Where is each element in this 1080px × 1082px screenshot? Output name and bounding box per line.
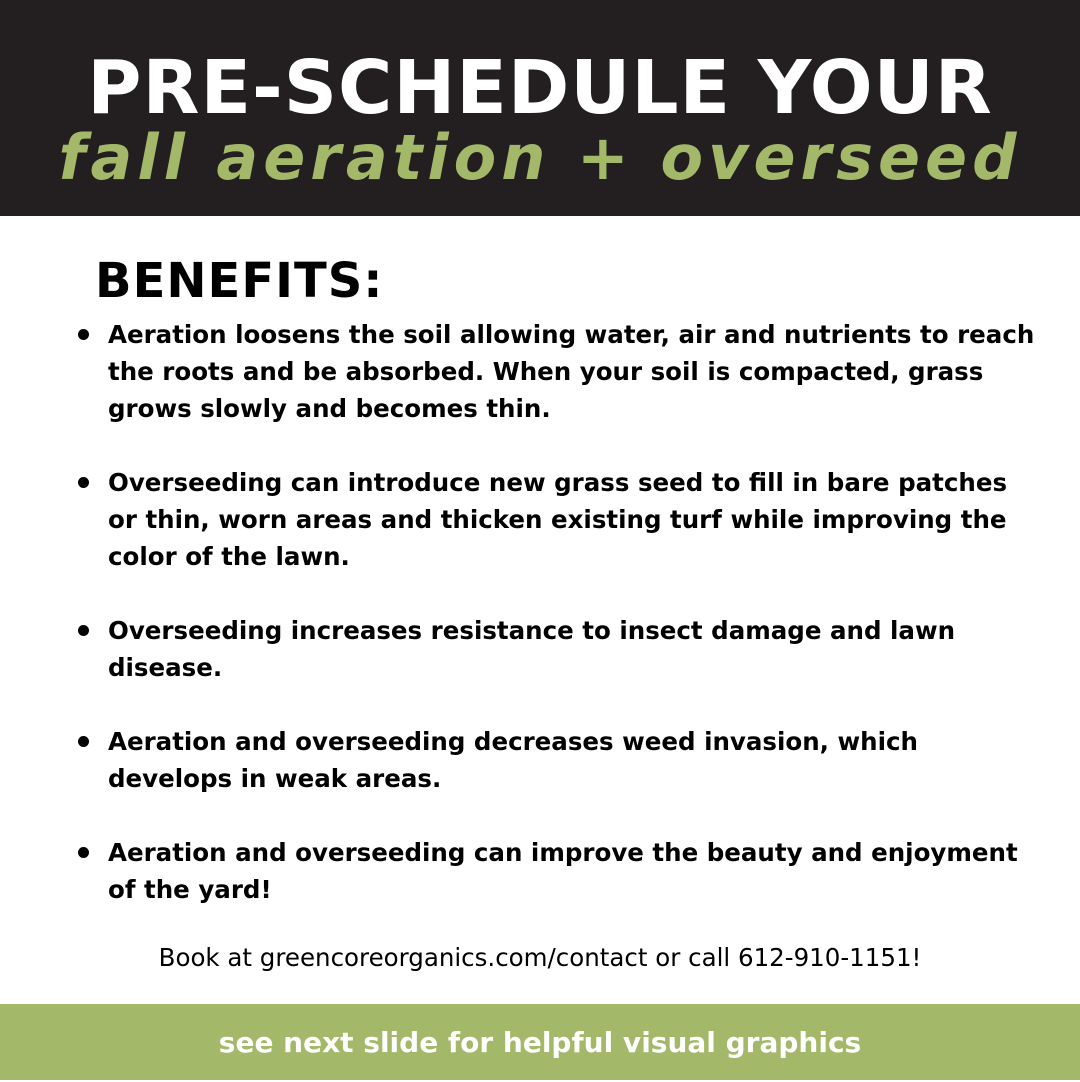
bullet-icon [78, 736, 89, 747]
benefit-text: Overseeding increases resistance to insect damage and lawn disease. [108, 616, 956, 682]
list-item [78, 612, 1038, 686]
page-title: PRE-SCHEDULE YOUR [87, 45, 993, 131]
bullet-icon [78, 329, 89, 340]
list-item [78, 316, 1038, 427]
benefit-text: Aeration and overseeding can improve the beauty and enjoyment of the yard! [108, 838, 1018, 904]
benefit-text: Aeration loosens the soil allowing water, air and nutrients to reach the roots and be absorbed. When your soil is compacted, grass grows slowly and becomes thin. [108, 320, 1035, 423]
header-banner [0, 0, 1080, 216]
page-subtitle: fall aeration + overseed [58, 121, 1022, 194]
footer-banner [0, 1004, 1080, 1080]
benefit-text: Aeration and overseeding decreases weed invasion, which develops in weak areas. [108, 727, 918, 793]
list-item [78, 464, 1038, 575]
bullet-icon [78, 847, 89, 858]
bullet-icon [78, 477, 89, 488]
contact-cta: Book at greencoreorganics.com/contact or call 612-910-1151! [158, 943, 922, 972]
list-item [78, 834, 1038, 908]
list-item [78, 723, 1038, 797]
benefit-text: Overseeding can introduce new grass seed to fill in bare patches or thin, worn areas and thicken existing turf while improving the color of the lawn. [108, 468, 1008, 571]
footer-text: see next slide for helpful visual graphics [218, 1026, 862, 1059]
bullet-icon [78, 625, 89, 636]
benefits-heading: BENEFITS: [95, 253, 384, 309]
